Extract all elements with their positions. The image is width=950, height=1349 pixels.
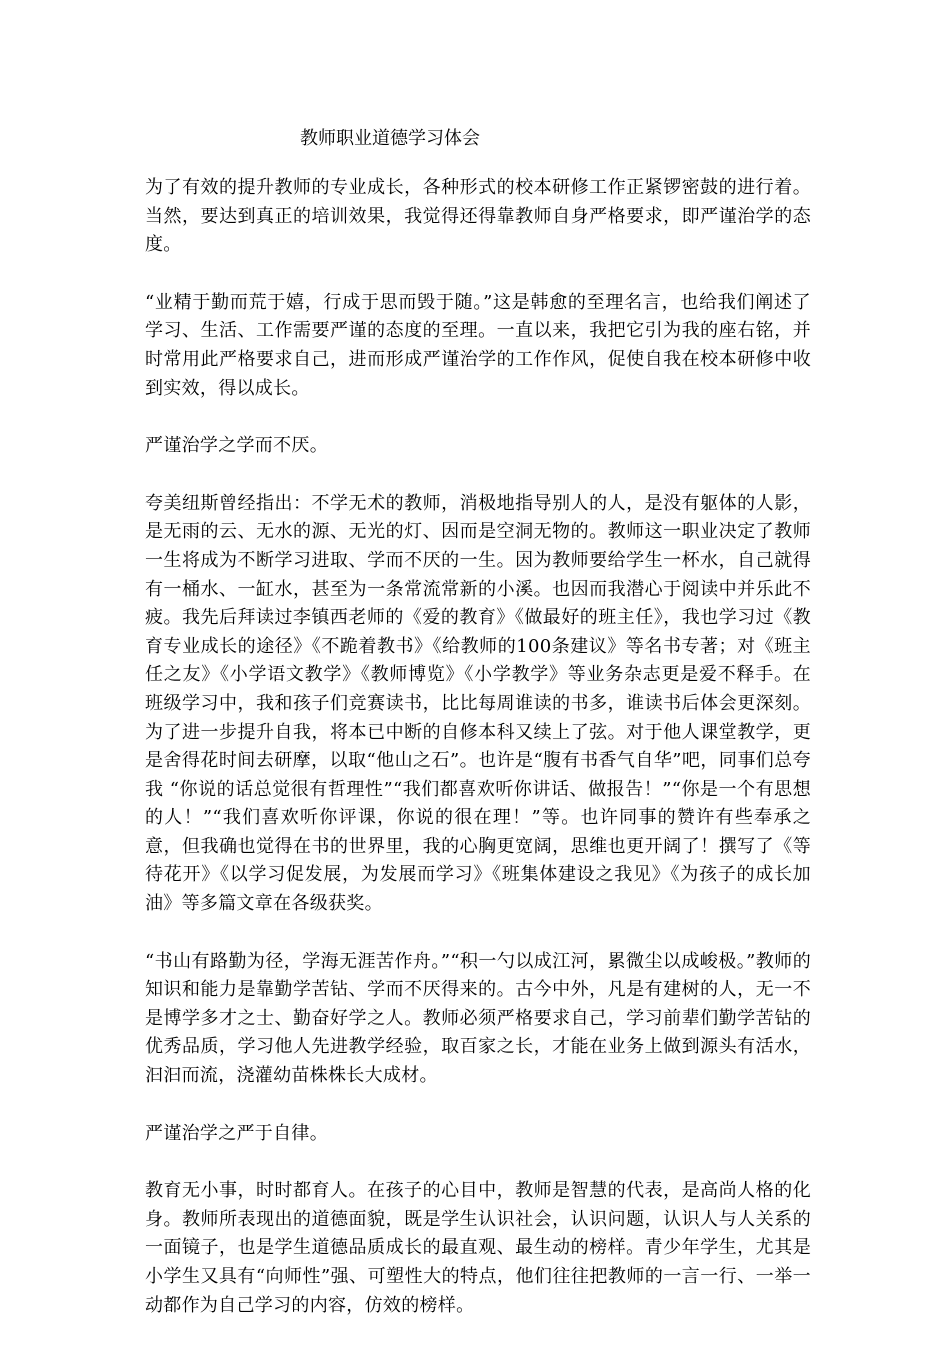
document-body [145, 174, 811, 1349]
paragraph-han-yu-quote: “业精于勤而荒于嬉，行成于思而毁于随。”这是韩愈的至理名言，也给我们阐述了学习、生活、工作需要严谨的态度的至理。一直以来，我把它引为我的座右铭，并时常用此严格要求自己，进而形成严谨治学的工作作风，促使自我在校本研修中收到实效，得以成长。 [145, 291, 811, 399]
paragraph-comenius: 夸美纽斯曾经指出：不学无术的教师，消极地指导别人的人，是没有躯体的人影，是无雨的云、无水的源、无光的灯、因而是空洞无物的。教师这一职业决定了教师一生将成为不断学习进取、学而不厌的一生。因为教师要给学生一杯水，自己就得有一桶水、一缸水，甚至为一条常流常新的小溪。也因而我潜心于阅读中并乐此不疲。我先后拜读过李镇西老师的《爱的教育》《做最好的班主任》，我也学习过《教育专业成长的途径》《不跪着教书》《给教师的100条建议》等名书专著；对《班主任之友》《小学语文教学》《教师博览》《小学教学》等业务杂志更是爱不释手。在班级学习中，我和孩子们竞赛读书，比比每周谁读的书多，谁读书后体会更深刻。为了进一步提升自我，将本已中断的自修本科又续上了弦。对于他人课堂教学，更是舍得花时间去研摩，以取“他山之石”。也许是“腹有书香气自华”吧，同事们总夸我 “你说的话总觉很有哲理性”“我们都喜欢听你讲话、做报告！”“你是一个有思想的人！”“我们喜欢听你评课，你说的很在理！”等。也许同事的赞许有些奉承之意，但我确也觉得在书的世界里，我的心胸更宽阔，思维也更开阔了！撰写了《等待花开》《以学习促发展，为发展而学习》《班集体建设之我见》《为孩子的成长加油》等多篇文章在各级获奖。 [145, 492, 811, 915]
paragraph-intro: 为了有效的提升教师的专业成长，各种形式的校本研修工作正紧锣密鼓的进行着。当然，要达到真正的培训效果，我觉得还得靠教师自身严格要求，即严谨治学的态度。 [145, 177, 811, 256]
document-title: 教师职业道德学习体会 [300, 128, 480, 149]
paragraph-role-model: 教育无小事，时时都育人。在孩子的心目中，教师是智慧的代表，是高尚人格的化身。教师所表现出的道德面貌，既是学生认识社会，认识问题，认识人与人关系的一面镜子，也是学生道德品质成长的最直观、最生动的榜样。青少年学生，尤其是小学生又具有“向师性”强、可塑性大的特点，他们往往把教师的一言一行、一举一动都作为自己学习的内容，仿效的榜样。 [145, 1180, 811, 1316]
section-heading-self-discipline: 严谨治学之严于自律。 [145, 1122, 328, 1144]
section-heading-learning: 严谨治学之学而不厌。 [145, 435, 328, 457]
paragraph-diligence: “书山有路勤为径，学海无涯苦作舟。”“积一勺以成江河，累微尘以成峻极。”教师的知识和能力是靠勤学苦钻、学而不厌得来的。古今中外，凡是有建树的人，无一不是博学多才之士、勤奋好学之人。教师必须严格要求自己，学习前辈们勤学苦钻的优秀品质，学习他人先进教学经验，取百家之长，才能在业务上做到源头有活水，汩汩而流，浇灌幼苗株株长大成材。 [145, 950, 811, 1087]
